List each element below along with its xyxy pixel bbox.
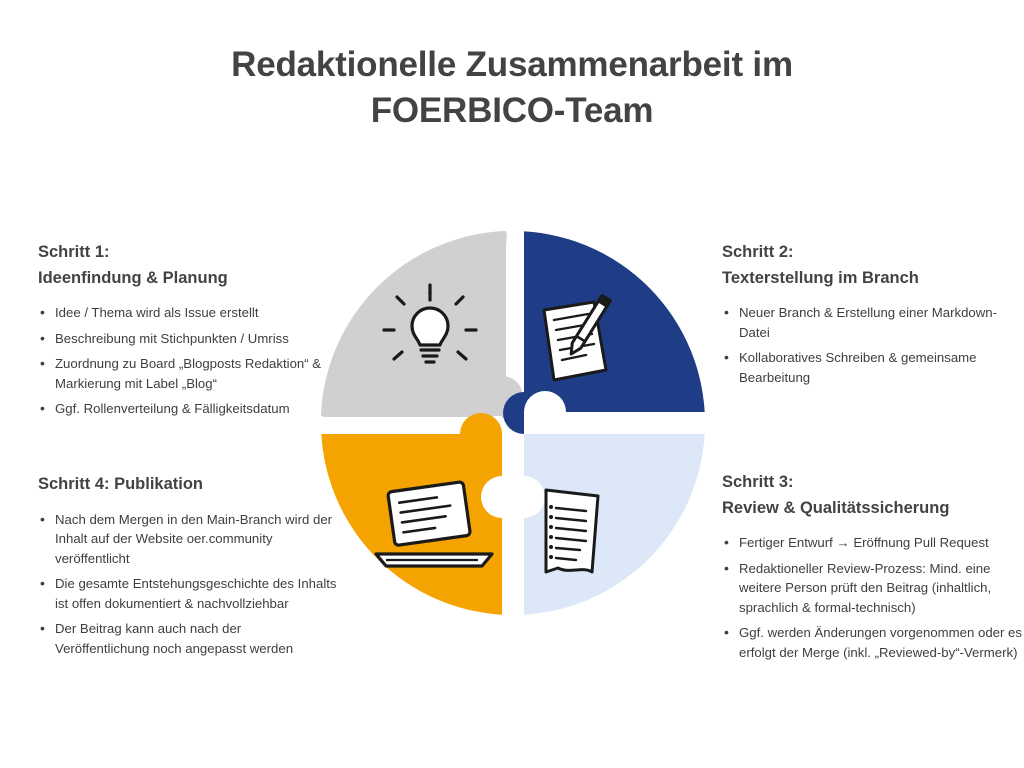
list-item: • Fertiger Entwurf → Eröffnung Pull Request: [722, 533, 1022, 553]
list-item: • Der Beitrag kann auch nach der Veröffentlichung noch angepasst werden: [38, 619, 338, 658]
list-item: • Kollaboratives Schreiben & gemeinsame Bearbeitung: [722, 348, 1018, 387]
step-2-heading-line2: Texterstellung im Branch: [722, 268, 919, 287]
page-title-line2: FOERBICO-Team: [370, 91, 654, 131]
step-3-block: [722, 470, 1022, 668]
step-1-heading-line2: Ideenfindung & Planung: [38, 268, 228, 287]
puzzle-quadrant-top-right[interactable]: [503, 228, 708, 434]
step-2-heading-line1: Schritt 2:: [722, 243, 794, 261]
step-2-bullet-list: [722, 303, 1018, 387]
puzzle-quadrant-top-left[interactable]: [318, 228, 523, 418]
step-3-heading: [722, 470, 1022, 521]
step-1-bullet-list: [38, 303, 338, 419]
step-2-block: [722, 240, 1018, 393]
list-item: • Zuordnung zu Board „Blogposts Redaktion“ & Markierung mit Label „Blog“: [38, 354, 338, 393]
list-item: • Ggf. werden Änderungen vorgenommen oder es erfolgt der Merge (inkl. „Reviewed-by“-Vermerk): [722, 623, 1022, 662]
list-item: • Die gesamte Entstehungsgeschichte des Inhalts ist offen dokumentiert & nachvollziehbar: [38, 574, 338, 613]
step-3-heading-line1: Schritt 3:: [722, 473, 794, 491]
step-2-heading: [722, 240, 1018, 291]
list-item: • Idee / Thema wird als Issue erstellt: [38, 303, 338, 323]
step-1-block: [38, 240, 338, 425]
puzzle-diagram: [318, 228, 708, 618]
step-1-heading: [38, 240, 338, 291]
step-4-block: [38, 472, 338, 664]
step-4-heading: [38, 472, 338, 498]
step-3-heading-line2: Review & Qualitätssicherung: [722, 498, 950, 517]
list-item: • Neuer Branch & Erstellung einer Markdown-Datei: [722, 303, 1018, 342]
puzzle-quadrant-bottom-right[interactable]: [524, 434, 708, 618]
page-title-line1: Redaktionelle Zusammenarbeit im: [231, 45, 793, 84]
step-3-bullet-list: [722, 533, 1022, 662]
list-item: • Redaktioneller Review-Prozess: Mind. eine weitere Person prüft den Beitrag (inhaltlich, sprachlich & formal-technisch): [722, 559, 1022, 618]
step-1-heading-line1: Schritt 1:: [38, 243, 110, 261]
step-4-heading-line1: Schritt 4: Publikation: [38, 475, 204, 493]
list-item: • Ggf. Rollenverteilung & Fälligkeitsdatum: [38, 399, 338, 419]
list-item: • Nach dem Mergen in den Main-Branch wird der Inhalt auf der Website oer.community veröffentlicht: [38, 510, 338, 569]
page-title: [0, 42, 1024, 134]
step-4-bullet-list: [38, 510, 338, 659]
list-item: • Beschreibung mit Stichpunkten / Umriss: [38, 329, 338, 349]
puzzle-quadrant-bottom-left[interactable]: [318, 413, 502, 618]
